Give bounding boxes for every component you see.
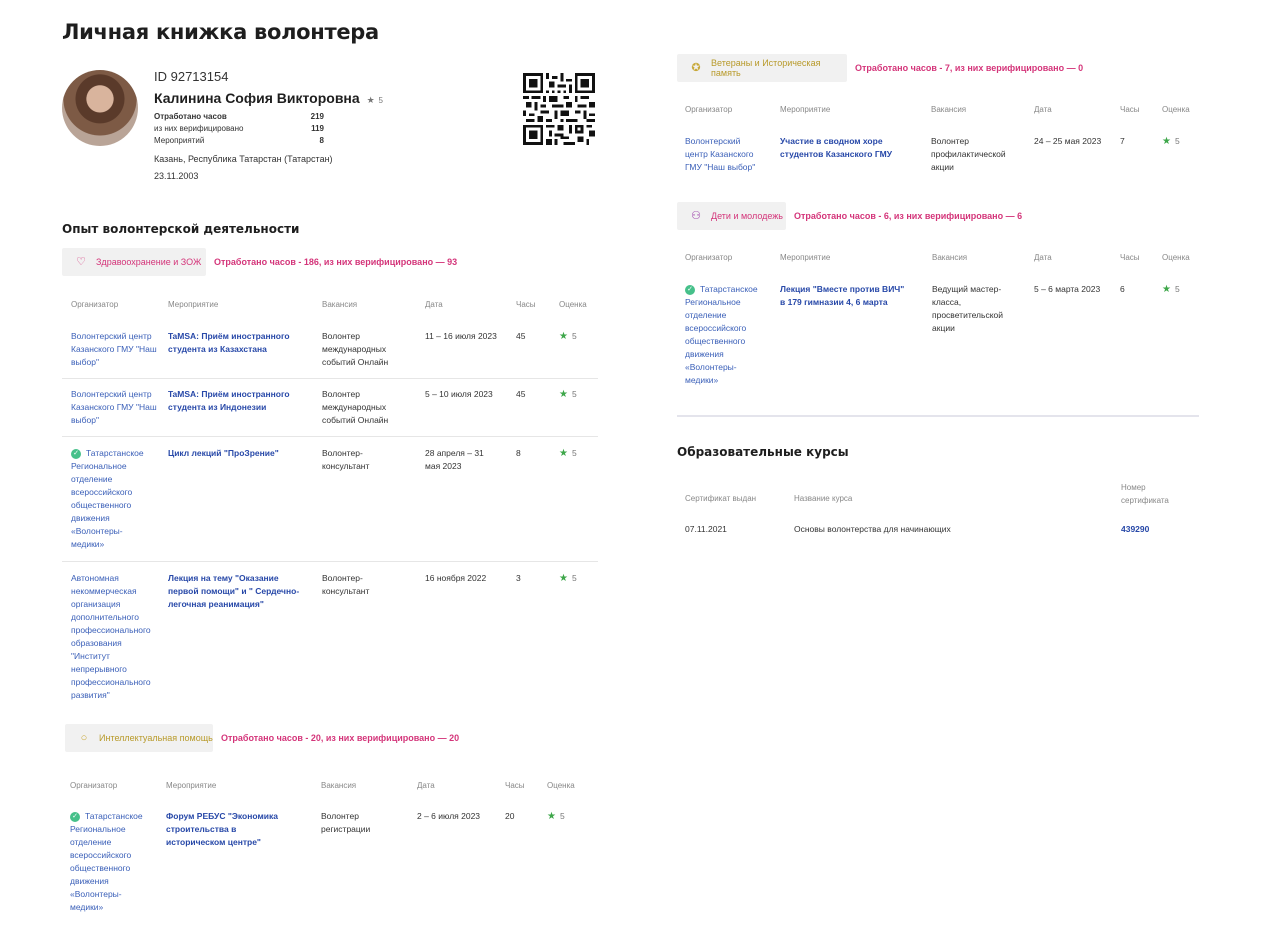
category-summary: Отработано часов - 7, из них верифицировано — 0: [855, 63, 1084, 73]
column-header-vacancy: Вакансия: [932, 253, 968, 262]
table-row-org[interactable]: [71, 388, 159, 427]
page-title: Личная книжка волонтера: [62, 20, 379, 44]
qr-code-icon: [523, 73, 595, 145]
category-children[interactable]: [677, 202, 786, 230]
date-cell: 28 апреля – 31 мая 2023: [425, 448, 484, 471]
experience-title: Опыт волонтерской деятельности: [62, 222, 300, 236]
rating-cell: [547, 810, 565, 823]
hours-cell: 6: [1120, 284, 1125, 294]
volunteer-birthdate: 23.11.2003: [154, 171, 199, 181]
star-icon: ★: [1162, 284, 1171, 295]
course-name: Основы волонтерства для начинающих: [794, 524, 951, 534]
medal-icon: ✪: [691, 62, 701, 74]
section-divider: [677, 415, 1199, 417]
column-header-date: Дата: [425, 300, 443, 309]
category-health[interactable]: [62, 248, 206, 276]
category-label: Ветераны и Историческая память: [711, 58, 821, 78]
org-link[interactable]: Волонтерский центр Казанского ГМУ "Наш выбор": [685, 136, 756, 172]
rating-value: 5: [571, 389, 577, 399]
event-link[interactable]: TaMSA: Приём иностранного студента из Казахстана: [168, 331, 290, 354]
column-header-hours: Часы: [1120, 253, 1140, 262]
table-row-org[interactable]: [71, 330, 159, 369]
health-icon: ♡: [76, 256, 86, 268]
hours-cell: 45: [516, 389, 526, 399]
star-icon: ★: [559, 573, 568, 584]
vacancy-cell: Волонтер международных событий Онлайн: [322, 331, 389, 367]
table-row-org[interactable]: [71, 447, 151, 551]
volunteer-id: ID 92713154: [154, 69, 229, 84]
event-link[interactable]: Форум РЕБУС "Экономика строительства в историческом центре": [166, 811, 278, 847]
event-link[interactable]: Лекция "Вместе против ВИЧ" в 179 гимназии 4, 6 марта: [780, 284, 905, 307]
rating-cell: [559, 447, 577, 460]
hours-cell: 45: [516, 331, 526, 341]
rating-value: 5: [559, 811, 565, 821]
column-header-vacancy: Вакансия: [321, 781, 357, 790]
date-cell: 2 – 6 июля 2023: [417, 811, 481, 821]
table-row-org[interactable]: [685, 283, 765, 387]
rating-cell: [559, 388, 577, 401]
stat-value: 8: [319, 136, 324, 145]
column-header-rating: Оценка: [547, 781, 575, 790]
star-icon: ★: [547, 811, 556, 822]
event-link[interactable]: Лекция на тему "Оказание первой помощи" и " Сердечно-легочная реанимация": [168, 573, 300, 609]
org-link[interactable]: Татарстанское Региональное отделение всероссийского общественного движения «Волонтеры-медики»: [71, 448, 144, 549]
category-label: Дети и молодежь: [711, 211, 783, 221]
category-label: Здравоохранение и ЗОЖ: [96, 257, 202, 267]
event-link[interactable]: Участие в сводном хоре студентов Казанского ГМУ: [780, 136, 893, 159]
stat-events: [154, 136, 324, 145]
hours-cell: 20: [505, 811, 515, 821]
column-header-event: Мероприятие: [780, 253, 831, 262]
volunteer-name-text: Калинина София Викторовна: [154, 90, 360, 106]
stat-value: 219: [310, 112, 324, 121]
rating-cell: [1162, 135, 1180, 148]
table-row-org[interactable]: [685, 135, 765, 174]
category-summary: Отработано часов - 186, из них верифицировано — 93: [214, 257, 458, 267]
verified-check-icon: ✓: [685, 285, 695, 295]
hours-cell: 7: [1120, 136, 1125, 146]
date-cell: 11 – 16 июля 2023: [425, 331, 497, 341]
column-header-date: Дата: [417, 781, 435, 790]
hours-cell: 8: [516, 448, 521, 458]
rating-cell: [1162, 283, 1180, 296]
date-cell: 5 – 6 марта 2023: [1034, 284, 1101, 294]
verified-check-icon: ✓: [70, 812, 80, 822]
date-cell: 5 – 10 июля 2023: [425, 389, 493, 399]
vacancy-cell: Волонтер регистрации: [321, 811, 371, 834]
vacancy-cell: Ведущий мастер-класса, просветительской акции: [932, 284, 1003, 333]
column-header-course: Название курса: [794, 494, 853, 503]
category-label: Интеллектуальная помощь: [99, 733, 213, 743]
star-icon: ★: [559, 389, 568, 400]
column-header-event: Мероприятие: [166, 781, 217, 790]
stat-verified: [154, 124, 324, 133]
table-row-org[interactable]: [71, 572, 151, 702]
lightbulb-icon: ○: [80, 732, 88, 744]
date-cell: 24 – 25 мая 2023: [1034, 136, 1102, 146]
category-veterans[interactable]: [677, 54, 847, 82]
column-header-event: Мероприятие: [780, 105, 831, 114]
column-header-issued: Сертификат выдан: [685, 494, 757, 503]
rating-value: 5: [1174, 136, 1180, 146]
children-icon: ⚇: [691, 210, 701, 222]
volunteer-rating: 5: [378, 96, 383, 105]
rating-cell: [559, 572, 577, 585]
column-header-hours: Часы: [505, 781, 525, 790]
avatar: [62, 70, 138, 146]
row-divider: [62, 561, 598, 562]
category-summary: Отработано часов - 6, из них верифицировано — 6: [794, 211, 1023, 221]
table-row-org[interactable]: [70, 810, 150, 914]
row-divider: [62, 378, 598, 379]
vacancy-cell: Волонтер-консультант: [322, 573, 370, 596]
column-header-org: Организатор: [685, 253, 733, 262]
stat-hours: [154, 112, 324, 121]
org-link[interactable]: Татарстанское Региональное отделение всероссийского общественного движения «Волонтеры-медики»: [685, 284, 758, 385]
org-link[interactable]: Татарстанское Региональное отделение всероссийского общественного движения «Волонтеры-медики»: [70, 811, 143, 912]
stat-value: 119: [311, 124, 324, 133]
org-link[interactable]: Волонтерский центр Казанского ГМУ "Наш выбор": [71, 389, 157, 425]
star-icon: ★: [559, 331, 568, 342]
column-header-event: Мероприятие: [168, 300, 219, 309]
rating-value: 5: [1174, 284, 1180, 294]
vacancy-cell: Волонтер профилактической акции: [931, 136, 1006, 172]
rating-value: 5: [571, 448, 577, 458]
column-header-date: Дата: [1034, 105, 1052, 114]
stat-label: из них верифицировано: [154, 124, 244, 133]
column-header-rating: Оценка: [559, 300, 587, 309]
column-header-vacancy: Вакансия: [931, 105, 967, 114]
column-header-hours: Часы: [1120, 105, 1140, 114]
course-issued-date: 07.11.2021: [685, 524, 727, 534]
rating-value: 5: [571, 331, 577, 341]
column-header-cert-number: Номер сертификата: [1121, 483, 1169, 505]
stat-label: Мероприятий: [154, 136, 205, 145]
vacancy-cell: Волонтер международных событий Онлайн: [322, 389, 389, 425]
vacancy-cell: Волонтер-консультант: [322, 448, 370, 471]
category-summary: Отработано часов - 20, из них верифицировано — 20: [221, 733, 460, 743]
column-header-org: Организатор: [71, 300, 119, 309]
column-header-org: Организатор: [685, 105, 733, 114]
volunteer-name: [154, 90, 383, 106]
column-header-date: Дата: [1034, 253, 1052, 262]
column-header-vacancy: Вакансия: [322, 300, 358, 309]
org-link[interactable]: Волонтерский центр Казанского ГМУ "Наш выбор": [71, 331, 157, 367]
event-link[interactable]: Цикл лекций "ПроЗрение": [168, 448, 279, 458]
star-icon: ★: [1162, 136, 1171, 147]
stat-label: Отработано часов: [154, 112, 227, 121]
event-link[interactable]: TaMSA: Приём иностранного студента из Индонезии: [168, 389, 290, 412]
column-header-org: Организатор: [70, 781, 118, 790]
rating-value: 5: [571, 573, 577, 583]
volunteer-city: Казань, Республика Татарстан (Татарстан): [154, 154, 333, 164]
courses-title: Образовательные курсы: [677, 445, 849, 459]
verified-check-icon: ✓: [71, 449, 81, 459]
column-header-rating: Оценка: [1162, 253, 1190, 262]
column-header-hours: Часы: [516, 300, 536, 309]
category-intellectual[interactable]: [65, 724, 213, 752]
date-cell: 16 ноября 2022: [425, 573, 487, 583]
column-header-rating: Оценка: [1162, 105, 1190, 114]
certificate-number-link[interactable]: 439290: [1121, 524, 1150, 534]
star-icon: ★: [366, 95, 375, 105]
row-divider: [62, 436, 598, 437]
hours-cell: 3: [516, 573, 521, 583]
rating-cell: [559, 330, 577, 343]
star-icon: ★: [559, 448, 568, 459]
org-link[interactable]: Автономная некоммерческая организация дополнительного профессионального образования "Институт непрерывного профессионального развития": [71, 573, 151, 700]
